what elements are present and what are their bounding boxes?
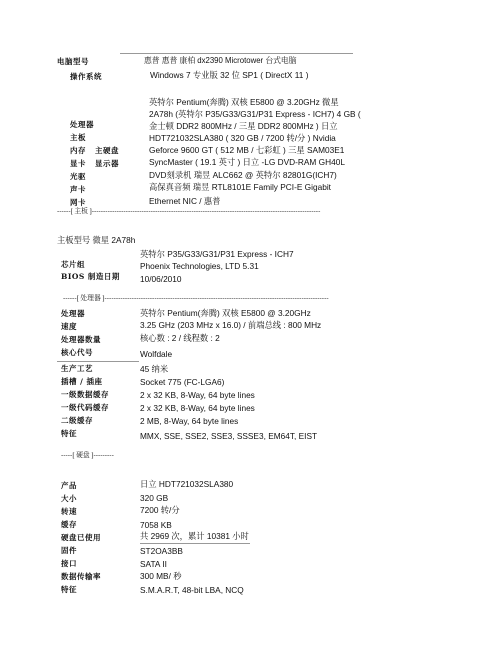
disk-rpm-value: 7200 转/分	[140, 505, 180, 515]
disk-used-value: 共 2969 次，累计 10381 小时	[140, 531, 249, 541]
cpu-l1c-value: 2 x 32 KB, 8-Way, 64 byte lines	[140, 403, 255, 413]
cpu-count-label: 处理器数量	[61, 335, 101, 344]
board-label: 主板	[70, 133, 86, 142]
gpu-label: 显卡	[70, 159, 86, 168]
bios-label: BIOS 制造日期	[61, 272, 120, 281]
disk-feat-label: 特征	[61, 585, 77, 594]
top-rule	[120, 53, 353, 54]
disk-rpm-label: 转速	[61, 507, 77, 516]
disk-used-label: 硬盘已使用	[61, 533, 101, 542]
cpu-speed-value: 3.25 GHz (203 MHz x 16.0) / 前端总线 : 800 MHz	[140, 320, 322, 330]
model-label: 电脑型号	[57, 57, 89, 66]
nic-value: Ethernet NIC / 惠普	[149, 196, 221, 206]
cpu-count-value: 核心数 : 2 / 线程数 : 2	[140, 333, 220, 343]
disk-label: 主硬盘	[95, 146, 119, 155]
disk-fw-value: ST2OA3BB	[140, 546, 183, 556]
cpu-process-value: 45 纳米	[140, 364, 169, 374]
os-label: 操作系统	[70, 72, 102, 81]
cpu-label: 处理器	[70, 120, 94, 129]
cpu-name-label: 处理器	[61, 309, 85, 318]
cpu-code-rule	[57, 361, 139, 362]
disk-value: HDT721032SLA380 ( 320 GB / 7200 转/分 ) Nvidia	[149, 133, 336, 143]
memory-label: 内存	[70, 146, 86, 155]
os-value: Windows 7 专业版 32 位 SP1 ( DirectX 11 )	[150, 70, 309, 80]
optical-value: DVD刻录机 瑞昱 ALC662 @ 英特尔 82801G(ICH7)	[149, 170, 337, 180]
disk-size-value: 320 GB	[140, 493, 169, 503]
disk-iface-label: 接口	[61, 559, 77, 568]
disk-used-rule	[140, 543, 250, 544]
board-value: 2A78h (英特尔 P35/G33/G31/P31 Express - ICH7) 4 GB (	[149, 109, 361, 119]
cpu-l1d-value: 2 x 32 KB, 8-Way, 64 byte lines	[140, 390, 255, 400]
memory-value: 金士顿 DDR2 800MHz / 三星 DDR2 800MHz ) 日立	[149, 121, 338, 131]
monitor-value: SyncMaster ( 19.1 英寸 ) 日立 -LG DVD-RAM GH40L	[149, 157, 345, 167]
chipset-value: 英特尔 P35/G33/G31/P31 Express - ICH7	[140, 249, 294, 259]
disk-size-label: 大小	[61, 494, 77, 503]
disk-fw-label: 固件	[61, 546, 77, 555]
cpu-socket-label: 插槽 / 插座	[61, 377, 103, 386]
disk-iface-value: SATA II	[140, 559, 167, 569]
gpu-value: Geforce 9600 GT ( 512 MB / 七彩虹 ) 三星 SAM03E1	[149, 145, 345, 155]
sound-value: 高保真音频 瑞昱 RTL8101E Family PCI-E Gigabit	[149, 182, 331, 192]
disk-rate-value: 300 MB/ 秒	[140, 571, 182, 581]
sound-label: 声卡	[70, 185, 86, 194]
cpu-l2-label: 二级缓存	[61, 416, 93, 425]
cpu-l2-value: 2 MB, 8-Way, 64 byte lines	[140, 416, 239, 426]
bios-value-1: Phoenix Technologies, LTD 5.31	[140, 261, 259, 271]
disk-feat-value: S.M.A.R.T, 48-bit LBA, NCQ	[140, 585, 244, 595]
bios-value-2: 10/06/2010	[140, 274, 182, 284]
model-value: 惠普 惠普 康柏 dx2390 Microtower 台式电脑	[144, 56, 297, 65]
disk-cache-value: 7058 KB	[140, 520, 172, 530]
section-separator-cpu: ------[ 处理器 ]---------------------------------------------------------------------------------------------------	[63, 295, 329, 302]
cpu-speed-label: 速度	[61, 322, 77, 331]
disk-product-value: 日立 HDT721032SLA380	[140, 479, 234, 489]
chipset-label: 芯片组	[61, 260, 85, 269]
cpu-l1c-label: 一级代码缓存	[61, 403, 109, 412]
nic-label: 网卡	[70, 198, 86, 207]
optical-label: 光驱	[70, 172, 86, 181]
cpu-code-label: 核心代号	[61, 348, 93, 357]
cpu-value-1: 英特尔 Pentium(奔腾) 双核 E5800 @ 3.20GHz 微星	[149, 97, 339, 107]
monitor-label: 显示器	[95, 159, 119, 168]
section-separator-disk: -----[ 硬盘 ]---------	[61, 452, 114, 459]
mainboard-model-line: 主板型号 微星 2A78h	[57, 235, 136, 245]
disk-rate-label: 数据传输率	[61, 572, 101, 581]
disk-product-label: 产品	[61, 481, 77, 490]
cpu-process-label: 生产工艺	[61, 364, 93, 373]
cpu-feat-label: 特征	[61, 429, 77, 438]
cpu-l1d-label: 一级数据缓存	[61, 390, 109, 399]
cpu-feat-value: MMX, SSE, SSE2, SSE3, SSSE3, EM64T, EIST	[140, 431, 318, 441]
disk-cache-label: 缓存	[61, 520, 77, 529]
cpu-code-value: Wolfdale	[140, 349, 173, 359]
cpu-name-value: 英特尔 Pentium(奔腾) 双核 E5800 @ 3.20GHz	[140, 308, 311, 318]
section-separator-mainboard: ------[ 主板 ]-----------------------------------------------------------------------------------------------------	[57, 208, 321, 215]
cpu-socket-value: Socket 775 (FC-LGA6)	[140, 377, 225, 387]
